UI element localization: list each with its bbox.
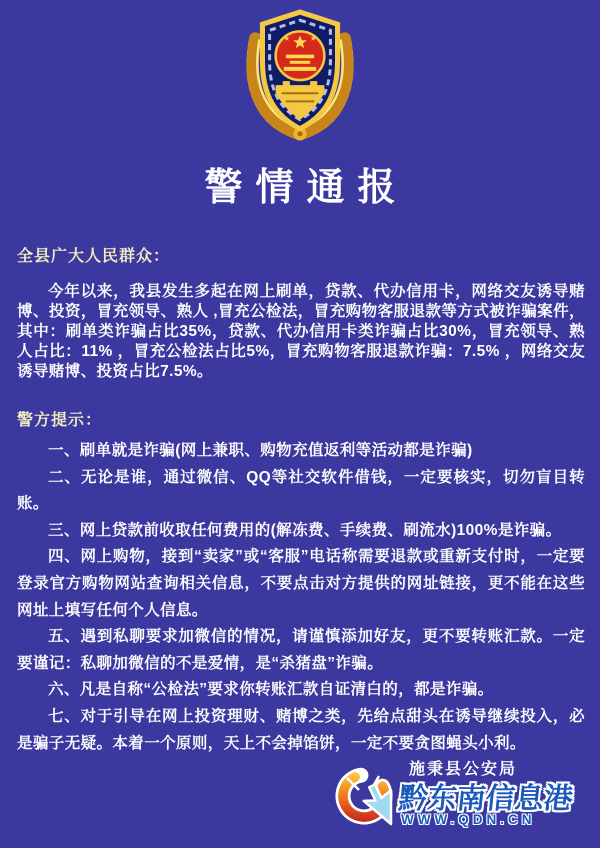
tip-item: 四、网上购物，接到“卖家”或“客服”电话称需要退款或重新支付时，一定要登录官方购物网站查询相关信息，不要点击对方提供的网址链接，更不能在这些网址上填写任何个人信息。 <box>17 548 585 619</box>
site-watermark <box>335 764 595 848</box>
notice-title: 警情通报 <box>204 167 409 209</box>
qdn-logo-icon <box>335 766 397 837</box>
police-tips-header: 警方提示： <box>17 412 103 429</box>
tip-item: 一、刷单就是诈骗(网上兼职、购物充值返利等活动都是诈骗) <box>48 442 473 459</box>
notice-greeting: 全县广大人民群众： <box>17 248 171 265</box>
police-tips-list <box>17 438 585 757</box>
china-police-badge-icon <box>235 8 365 149</box>
tip-item: 五、遇到私聊要求加微信的情况，请谨慎添加好友，更不要转账汇款。一定要谨记：私聊加微信的不是爱情，是“杀猪盘”诈骗。 <box>17 628 585 672</box>
tip-item: 六、凡是自称“公检法”要求你转账汇款自证清白的，都是诈骗。 <box>48 681 494 699</box>
agency-signature: 施秉县公安局 <box>408 761 517 778</box>
notice-intro-paragraph: 今年以来，我县发生多起在网上刷单，贷款、代办信用卡，网络交友诱导赌博、投资，冒充领导、熟人 ,冒充公检法，冒充购物客服退款等方式被诈骗案件，其中：刷单类诈骗占比35%，贷款、代办信用卡类诈骗占比30%，冒充领导、熟人占比：11% ，冒充公检法占比5%，冒充购物客服退款诈骗：7.5% ，网络交友诱导赌博、投资占比7.5%。 <box>17 283 585 380</box>
tip-item: 二、无论是谁，通过微信、QQ等社交软件借钱，一定要核实，切勿盲目转账。 <box>17 468 585 513</box>
tip-item: 七、对于引导在网上投资理财、赌博之类，先给点甜头在诱导继续投入，必是骗子无疑。本着一个原则，天上不会掉馅饼，一定不要贪图蝇头小利。 <box>17 707 585 752</box>
tip-item: 三、网上贷款前收取任何费用的(解冻费、手续费、刷流水)100%是诈骗。 <box>48 521 562 539</box>
site-name: 黔东南信息港 <box>397 783 575 815</box>
site-url: WWW.QDN.CN <box>401 812 536 827</box>
